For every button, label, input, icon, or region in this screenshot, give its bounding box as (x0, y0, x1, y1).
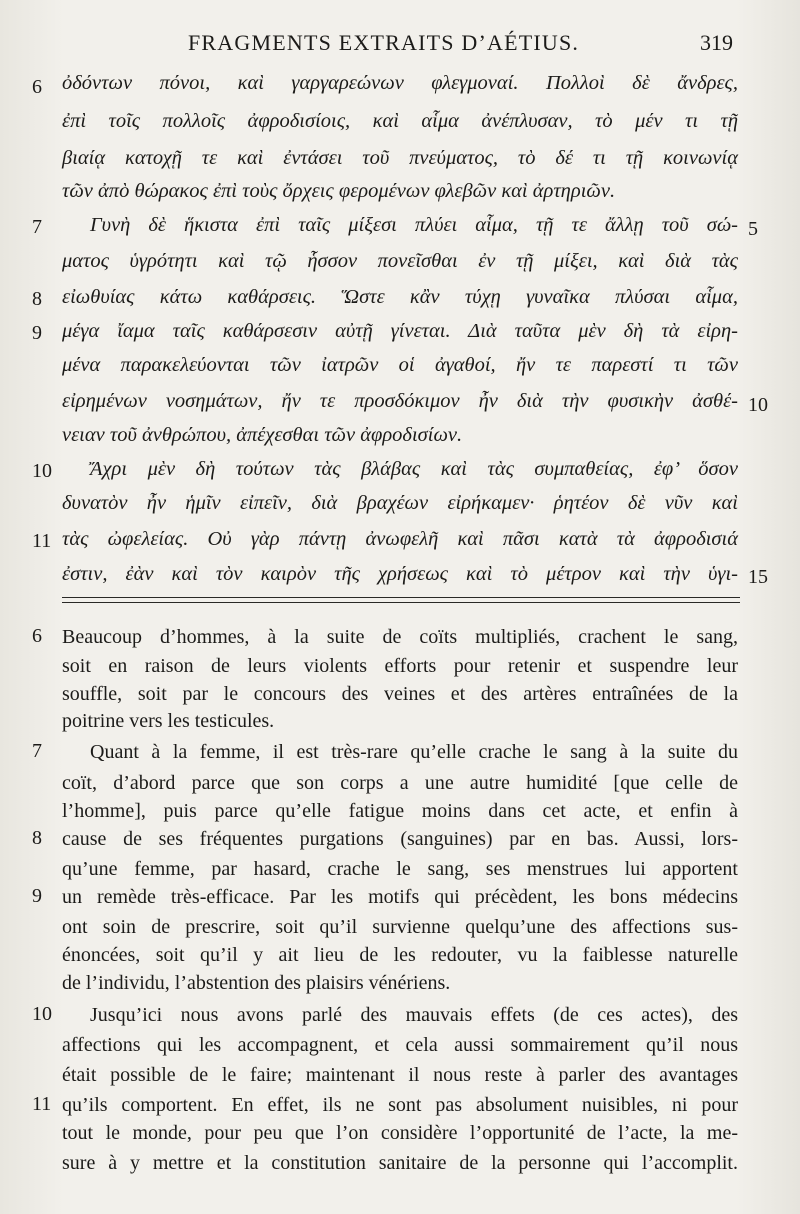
french-line: souffle, soit par le concours des veines et des artères entraînées de la (62, 683, 738, 705)
french-line: qu’une femme, par hasard, crache le sang, ses menstrues lui apportent (62, 858, 738, 880)
french-line: Quant à la femme, il est très-rare qu’elle crache le sang à la suite du (90, 741, 738, 763)
section-number: 9 (32, 885, 42, 907)
section-number: 8 (32, 288, 42, 310)
greek-line: ἐπὶ τοῖς πολλοῖς ἀφροδισίοις, καὶ αἷμα ἀνέπλυσαν, τὸ μέν τι τῇ (62, 110, 738, 132)
greek-line: μένα παρακελεύονται τῶν ἰατρῶν οἱ ἀγαθοί, ἤν τε παρεστί τι τῶν (62, 354, 738, 376)
section-number: 11 (32, 1093, 52, 1115)
french-line: affections qui les accompagnent, et cela aussi sommairement qu’il nous (62, 1034, 738, 1056)
greek-line: τὰς ὠφελείας. Οὐ γὰρ πάντῃ ἀνωφελῆ καὶ πᾶσι κατὰ τὰ ἀφροδισιά (62, 528, 738, 550)
french-line: soit en raison de leurs violents efforts pour retenir et suspendre leur (62, 655, 738, 677)
greek-line: ματος ὑγρότητι καὶ τῷ ἧσσον πονεῖσθαι ἐν τῇ μίξει, καὶ διὰ τὰς (62, 250, 738, 272)
section-number: 10 (32, 460, 52, 482)
separator-rule (62, 597, 740, 598)
section-number: 7 (32, 216, 42, 238)
section-number: 9 (32, 322, 42, 344)
french-line: l’homme], puis parce qu’elle fatigue moins dans cet acte, et enfin à (62, 800, 738, 822)
greek-line: δυνατὸν ἦν ἡμῖν εἰπεῖν, διὰ βραχέων εἰρήκαμεν· ῥητέον δὲ νῦν καὶ (62, 492, 738, 514)
french-line: de l’individu, l’abstention des plaisirs vénériens. (62, 972, 451, 994)
greek-line: εἰρημένων νοσημάτων, ἤν τε προσδόκιμον ἦν διὰ τὴν φυσικὴν ἀσθέ- (62, 390, 738, 412)
greek-line: βιαίᾳ κατοχῇ τε καὶ ἐντάσει τοῦ πνεύματος, τὸ δέ τι τῇ κοινωνίᾳ (62, 147, 738, 169)
french-line: était possible de le faire; maintenant il nous reste à parler des avantages (62, 1064, 738, 1086)
greek-line: εἰωθυίας κάτω καθάρσεις. Ὥστε κἂν τύχῃ γυναῖκα πλύσαι αἷμα, (62, 286, 738, 308)
section-number: 10 (32, 1003, 52, 1025)
french-line: un remède très-efficace. Par les motifs qui précèdent, les bons médecins (62, 886, 738, 908)
greek-line: μέγα ἴαμα ταῖς καθάρσεσιν αὐτῇ γίνεται. Διὰ ταῦτα μὲν δὴ τὰ εἰρη- (62, 320, 738, 342)
section-number: 7 (32, 740, 42, 762)
french-line: énoncées, soit qu’il y ait lieu de les redouter, vu la faiblesse naturelle (62, 944, 738, 966)
separator-rule (62, 602, 740, 603)
french-line: qu’ils comportent. En effet, ils ne sont pas absolument nuisibles, ni pour (62, 1094, 738, 1116)
running-header-title: FRAGMENTS EXTRAITS D’AÉTIUS. (188, 30, 580, 55)
line-number: 5 (748, 218, 758, 240)
line-number: 15 (748, 566, 768, 588)
french-line: poitrine vers les testicules. (62, 710, 275, 732)
french-line: sure à y mettre et la constitution sanitaire de la personne qui l’accomplit. (62, 1152, 738, 1174)
french-line: tout le monde, pour peu que l’on considère l’opportunité de l’acte, la me- (62, 1122, 738, 1144)
greek-line: ἐστιν, ἐὰν καὶ τὸν καιρὸν τῆς χρήσεως καὶ τὸ μέτρον καὶ τὴν ὑγι- (62, 563, 738, 585)
line-number: 10 (748, 394, 768, 416)
section-number: 6 (32, 76, 42, 98)
greek-line: ὀδόντων πόνοι, καὶ γαργαρεώνων φλεγμοναί. Πολλοὶ δὲ ἄνδρες, (62, 72, 738, 94)
section-number: 11 (32, 530, 52, 552)
french-line: Jusqu’ici nous avons parlé des mauvais effets (de ces actes), des (90, 1004, 738, 1026)
greek-line: τῶν ἀπὸ θώρακος ἐπὶ τοὺς ὄρχεις φερομένων φλεβῶν καὶ ἀρτηριῶν. (62, 180, 616, 202)
french-line: cause de ses fréquentes purgations (sanguines) par en bas. Aussi, lors- (62, 828, 738, 850)
section-number: 6 (32, 625, 42, 647)
french-line: ont soin de prescrire, soit qu’il survienne quelqu’une des affections sus- (62, 916, 738, 938)
french-line: Beaucoup d’hommes, à la suite de coïts multipliés, crachent le sang, (62, 626, 738, 648)
section-number: 8 (32, 827, 42, 849)
french-line: coït, d’abord parce que son corps a une autre humidité [que celle de (62, 772, 738, 794)
greek-line: Ἄχρι μὲν δὴ τούτων τὰς βλάβας καὶ τὰς συμπαθείας, ἐφ’ ὅσον (90, 458, 738, 480)
greek-line: νειαν τοῦ ἀνθρώπου, ἀπέχεσθαι τῶν ἀφροδισίων. (62, 424, 463, 446)
page-number: 319 (700, 30, 733, 55)
greek-line: Γυνὴ δὲ ἥκιστα ἐπὶ ταῖς μίξεσι πλύει αἷμα, τῇ τε ἄλλῃ τοῦ σώ- (90, 214, 738, 236)
